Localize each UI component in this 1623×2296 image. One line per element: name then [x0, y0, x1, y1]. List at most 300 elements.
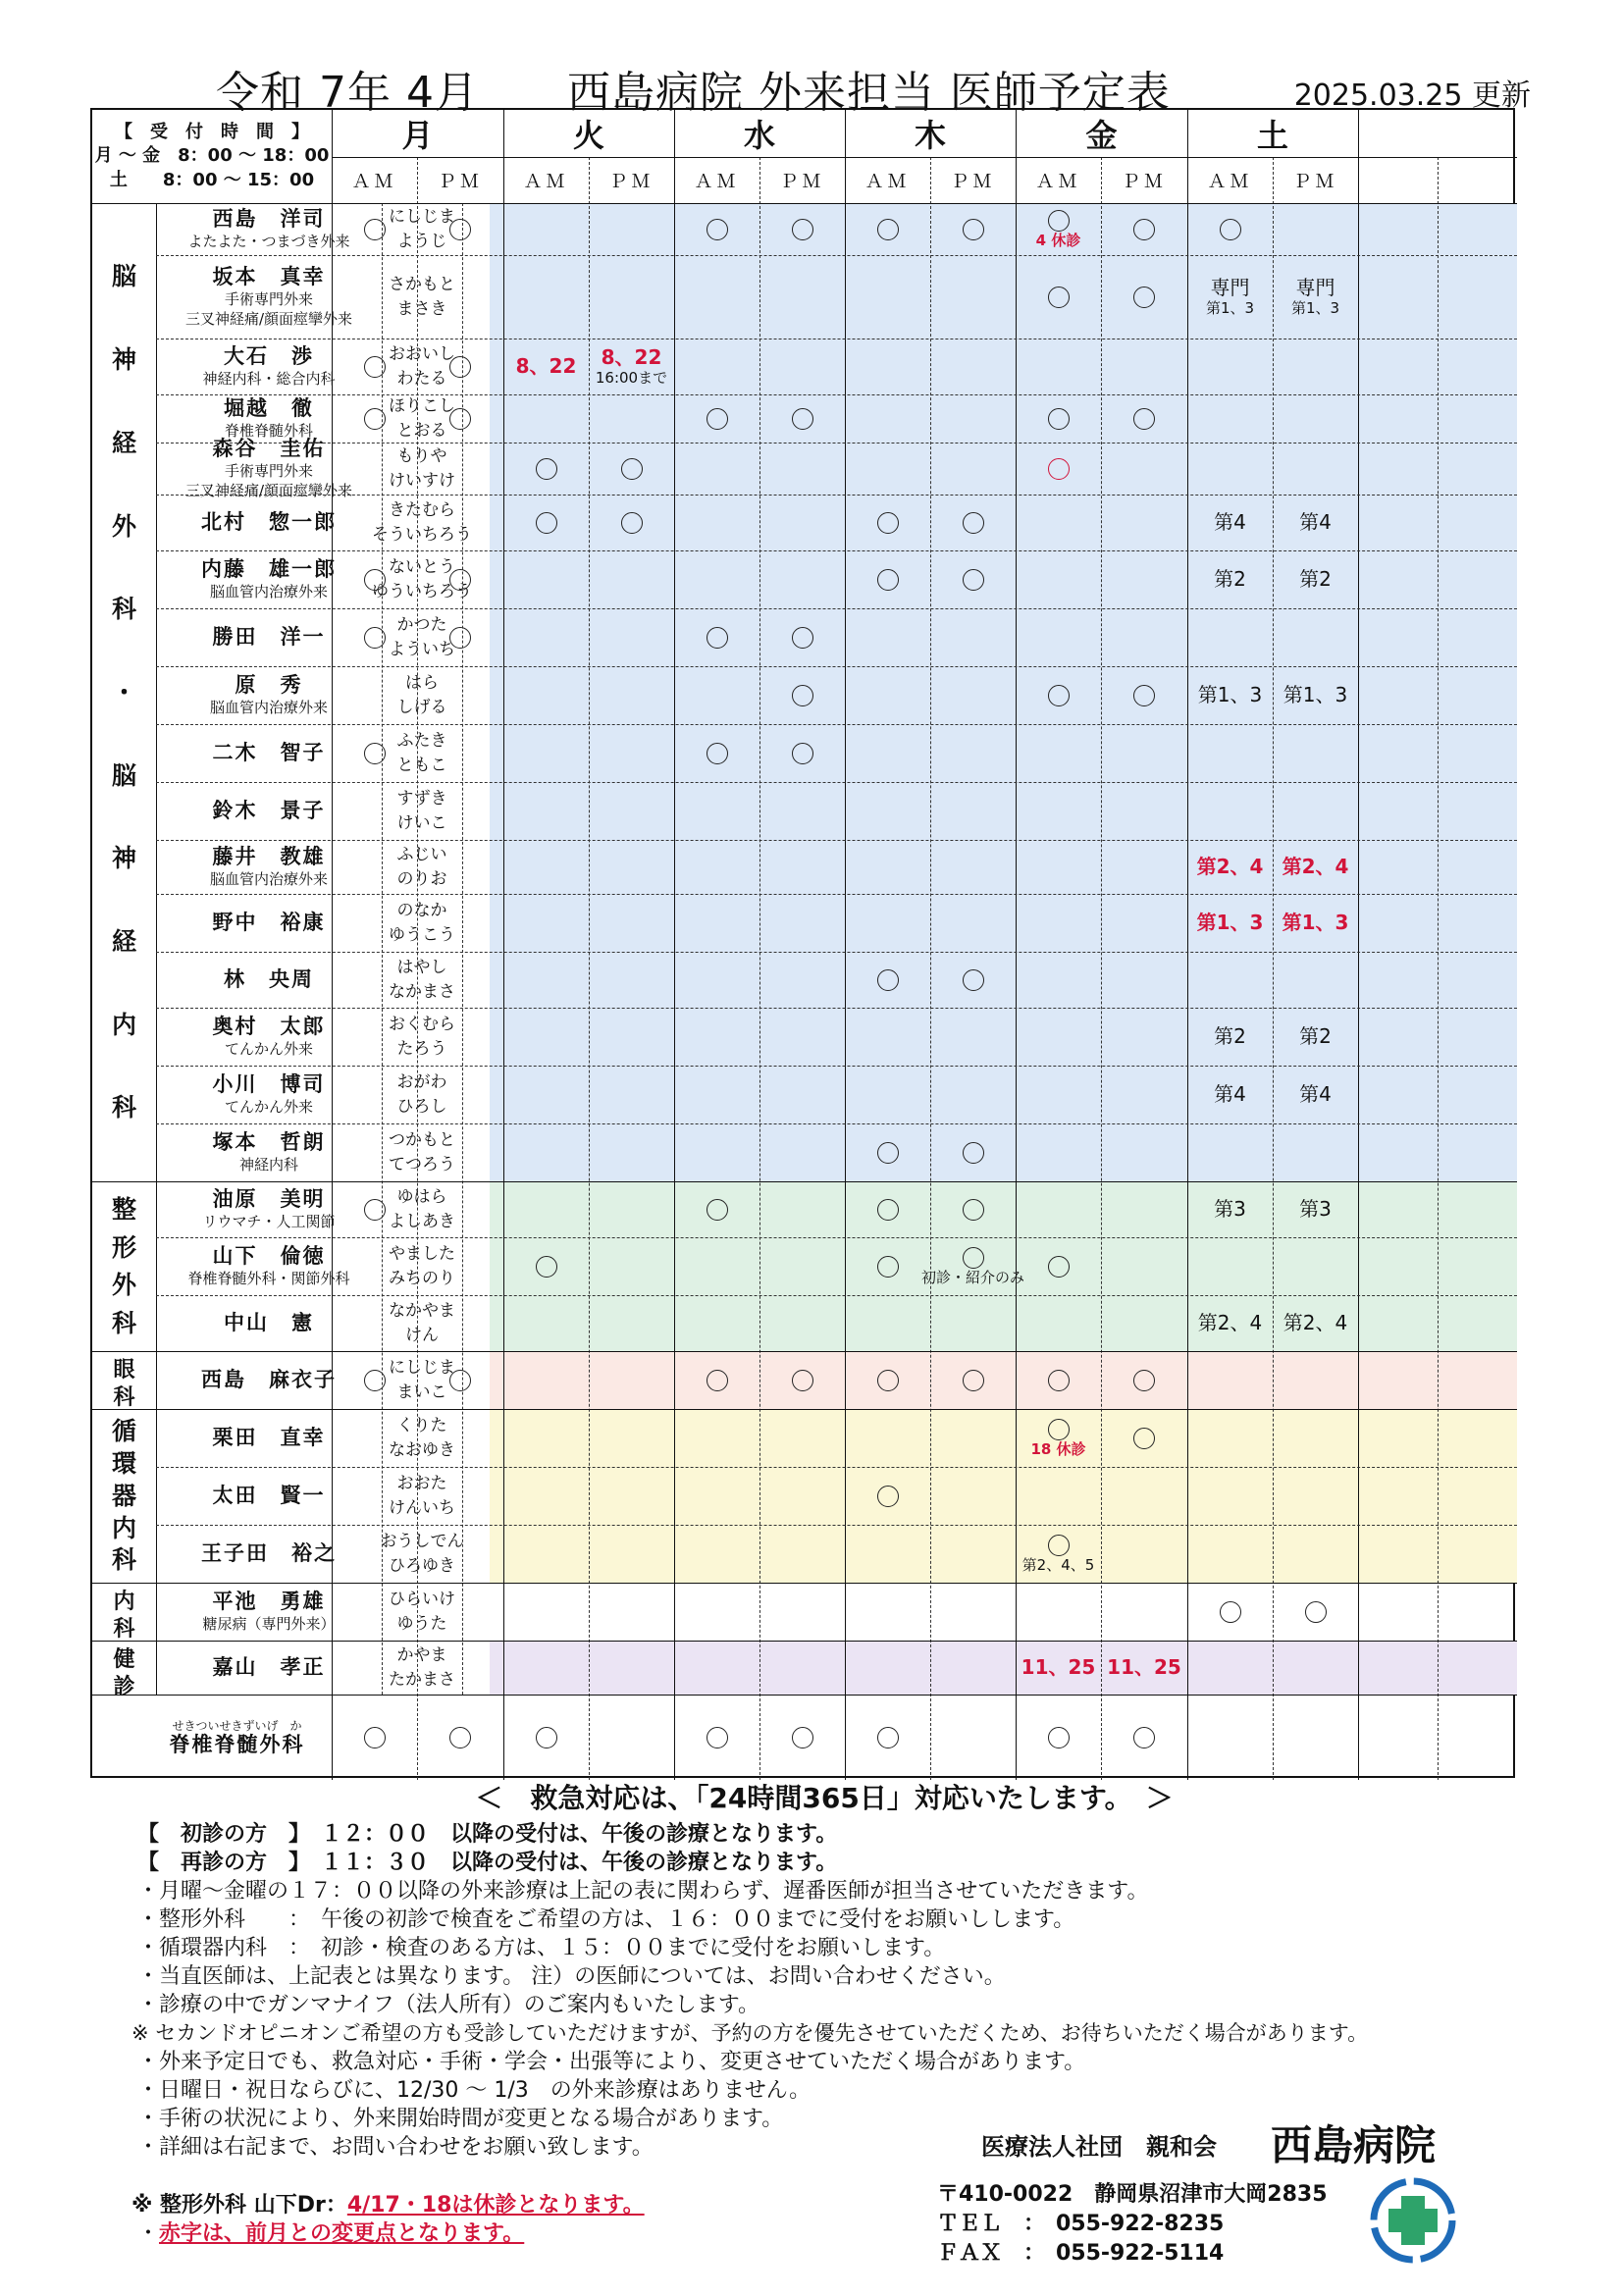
- available-circle-icon: [1133, 219, 1155, 240]
- schedule-cell: [674, 1123, 759, 1181]
- schedule-cell: [417, 443, 503, 495]
- grid-line: [930, 157, 931, 1780]
- cell-text: 8、22: [601, 345, 662, 369]
- dept-char: 脳: [111, 760, 136, 790]
- schedule-cell: [503, 724, 589, 782]
- cell-text: 第1、3: [1205, 299, 1255, 317]
- doctor-kana: けんいち: [389, 1497, 455, 1518]
- schedule-cell: [1016, 203, 1101, 255]
- schedule-cell: [674, 1409, 759, 1467]
- schedule-cell: [1187, 840, 1273, 894]
- available-circle-icon: [1133, 1428, 1155, 1449]
- grid-line: [503, 110, 504, 1780]
- schedule-cell: [332, 1008, 417, 1066]
- note-line: ・循環器内科 ： 初診・検査のある方は、１５：００までに受付をお願いします。: [137, 1936, 946, 1960]
- ampm-header: [845, 157, 930, 203]
- schedule-cell: [759, 1351, 845, 1409]
- schedule-cell: [1273, 1351, 1358, 1409]
- dept-char: 科: [111, 595, 136, 624]
- schedule-cell: [332, 840, 417, 894]
- schedule-cell: [1016, 1295, 1101, 1351]
- doctor-kana: ゆうこう: [389, 924, 455, 945]
- note-line: 【 再診の方 】 １１：３０ 以降の受付は、午後の診療となります。: [137, 1851, 838, 1875]
- doctor-kana: とおる: [396, 420, 447, 441]
- grid-line: [92, 1583, 1517, 1584]
- doctor-kana: にしじま: [389, 1357, 455, 1378]
- schedule-cell: [503, 1467, 589, 1525]
- doctor-name: 奥村 太郎: [212, 1014, 326, 1038]
- schedule-cell: [417, 1181, 503, 1237]
- schedule-cell: [845, 1695, 930, 1780]
- day-label: 火: [572, 117, 604, 154]
- schedule-cell: [1016, 666, 1101, 724]
- schedule-cell: [930, 840, 1016, 894]
- schedule-cell: [1016, 1583, 1101, 1641]
- schedule-cell: [845, 666, 930, 724]
- schedule-cell: [930, 1641, 1016, 1695]
- doctor-kana: ともこ: [396, 755, 447, 775]
- available-circle-icon: [449, 627, 471, 649]
- update-date: 2025.03.25 更新: [1293, 78, 1531, 113]
- schedule-table: [90, 108, 1515, 1778]
- fax: ＦＡＸ ： 055-922-5114: [937, 2241, 1225, 2266]
- schedule-cell: [674, 1641, 759, 1695]
- schedule-cell: [503, 1695, 589, 1780]
- doctor-specialty: てんかん外来: [224, 1040, 313, 1059]
- schedule-cell: [503, 1181, 589, 1237]
- doctor-kana: たかまさ: [389, 1669, 455, 1690]
- doctor-kana: ようじ: [396, 231, 447, 251]
- note-line: ・診療の中でガンマナイフ（法人所有）のご案内もいたします。: [137, 1993, 760, 2017]
- schedule-cell: [674, 724, 759, 782]
- day-label: 水: [743, 117, 775, 154]
- available-circle-icon: [963, 1199, 984, 1221]
- ampm-header: [674, 157, 759, 203]
- schedule-cell: [1187, 724, 1273, 782]
- schedule-cell: [845, 724, 930, 782]
- ampm-header: [1101, 157, 1187, 203]
- pm-label: ＰＭ: [1121, 171, 1167, 192]
- cell-text: 第2: [1214, 567, 1246, 591]
- doctor-kana: みちのり: [389, 1268, 455, 1288]
- doctor-name: 北村 惣一郎: [201, 509, 337, 534]
- schedule-cell: [759, 952, 845, 1008]
- schedule-cell: [759, 1066, 845, 1123]
- available-circle-icon: [1133, 1727, 1155, 1748]
- note-line: ・当直医師は、上記表とは異なります。 注）の医師については、お問い合わせください。: [137, 1964, 1006, 1989]
- schedule-cell: [1187, 666, 1273, 724]
- doctor-name: 林 央周: [224, 966, 314, 991]
- title-row: [186, 57, 1531, 118]
- doctor-kana: ゆういちろう: [372, 581, 472, 601]
- grid-line: [332, 110, 333, 1780]
- available-circle-icon: [707, 1727, 728, 1748]
- schedule-cell: [674, 1008, 759, 1066]
- grid-line: [92, 1351, 1517, 1352]
- available-circle-icon: [792, 685, 813, 706]
- schedule-cell: [503, 495, 589, 550]
- schedule-cell: [759, 1695, 845, 1780]
- schedule-cell: [589, 1123, 674, 1181]
- schedule-cell: [759, 608, 845, 666]
- schedule-cell: [1016, 1467, 1101, 1525]
- grid-line: [92, 203, 1517, 204]
- schedule-cell: [332, 952, 417, 1008]
- schedule-cell: [417, 840, 503, 894]
- schedule-cell: [759, 1008, 845, 1066]
- schedule-cell: [1016, 952, 1101, 1008]
- schedule-cell: [845, 1008, 930, 1066]
- address: 〒410-0022 静岡県沼津市大岡2835: [937, 2182, 1328, 2207]
- schedule-cell: [589, 1695, 674, 1780]
- dept-char: 科: [111, 1308, 136, 1337]
- schedule-cell: [332, 1695, 417, 1780]
- schedule-cell: [589, 495, 674, 550]
- schedule-cell: [503, 608, 589, 666]
- doctor-kana: くりた: [396, 1415, 447, 1435]
- schedule-cell: [1101, 1583, 1187, 1641]
- doctor-specialty: 脊椎脊髄外科・関節外科: [187, 1270, 350, 1288]
- available-circle-icon: [963, 1247, 984, 1269]
- reception-saturday: 土 8：00 ～ 15：00: [109, 169, 315, 190]
- organization-name: 医療法人社団 親和会: [981, 2133, 1217, 2161]
- schedule-cell: [503, 1351, 589, 1409]
- schedule-cell: [589, 443, 674, 495]
- schedule-cell: [1101, 394, 1187, 443]
- schedule-cell: [1187, 1467, 1273, 1525]
- grid-line: [156, 1295, 1517, 1296]
- grid-line: [92, 1181, 1517, 1182]
- available-circle-icon: [963, 569, 984, 591]
- schedule-cell: [1101, 1237, 1187, 1295]
- schedule-cell: [503, 203, 589, 255]
- dept-label-eye: [92, 1351, 156, 1409]
- grid-line: [156, 550, 1517, 551]
- schedule-cell: [759, 1583, 845, 1641]
- doctor-kana: そういちろう: [372, 524, 472, 545]
- doctor-kana: まさき: [396, 298, 447, 319]
- schedule-cell: [930, 1123, 1016, 1181]
- note-line: ・外来予定日でも、救急対応・手術・学会・出張等により、変更させていただく場合があります。: [137, 2050, 1086, 2074]
- available-circle-icon: [1133, 287, 1155, 308]
- available-circle-icon: [1048, 287, 1070, 308]
- grid-line: [1438, 157, 1439, 1780]
- available-circle-icon: [792, 408, 813, 430]
- schedule-cell: [1187, 1237, 1273, 1295]
- doctor-kana: てつろう: [389, 1154, 455, 1174]
- schedule-cell: [417, 724, 503, 782]
- ampm-header: [930, 157, 1016, 203]
- dept-char: 科: [111, 1093, 136, 1122]
- schedule-cell: [930, 1295, 1016, 1351]
- grid-line: [92, 1695, 1517, 1696]
- schedule-cell: [674, 952, 759, 1008]
- schedule-cell: [759, 339, 845, 394]
- available-circle-icon: [1048, 1370, 1070, 1391]
- schedule-cell: [1016, 894, 1101, 952]
- cell-text: 第2、4: [1196, 855, 1264, 878]
- available-circle-icon: [449, 408, 471, 430]
- schedule-cell: [1016, 1237, 1101, 1295]
- schedule-cell: [589, 1295, 674, 1351]
- schedule-cell: [674, 1351, 759, 1409]
- dept-char: 循: [111, 1417, 136, 1446]
- schedule-cell: [674, 1066, 759, 1123]
- cell-text: 第2、4: [1283, 1311, 1348, 1334]
- schedule-cell: [417, 1583, 503, 1641]
- cell-text: 第2、4: [1282, 855, 1349, 878]
- schedule-cell: [1187, 255, 1273, 339]
- schedule-cell: [845, 894, 930, 952]
- schedule-cell: [759, 1181, 845, 1237]
- day-label: 土: [1256, 117, 1288, 154]
- dept-label-cardio: [92, 1409, 156, 1583]
- cell-text: 4 休診: [1035, 231, 1081, 249]
- pm-label: ＰＭ: [608, 171, 654, 192]
- available-circle-icon: [963, 1142, 984, 1164]
- dept-char: 神: [111, 844, 136, 873]
- schedule-cell: [1273, 203, 1358, 255]
- schedule-cell: [332, 255, 417, 339]
- schedule-cell: [759, 203, 845, 255]
- schedule-cell: [1101, 1409, 1187, 1467]
- schedule-cell: [417, 782, 503, 840]
- schedule-cell: [589, 894, 674, 952]
- doctor-kana: ないとう: [389, 556, 455, 577]
- doctor-kana: にしじま: [389, 206, 455, 227]
- schedule-cell: [503, 550, 589, 608]
- schedule-cell: [332, 1409, 417, 1467]
- schedule-cell: [930, 894, 1016, 952]
- schedule-cell: [1187, 1123, 1273, 1181]
- schedule-cell: [759, 1467, 845, 1525]
- doctor-kana: ひらいけ: [389, 1589, 455, 1609]
- schedule-cell: [674, 1695, 759, 1780]
- available-circle-icon: [1048, 458, 1070, 480]
- schedule-cell: [417, 1008, 503, 1066]
- schedule-cell: [503, 782, 589, 840]
- schedule-cell: [503, 255, 589, 339]
- dept-char: 環: [111, 1449, 136, 1479]
- schedule-cell: [845, 255, 930, 339]
- doctor-kana: さかもと: [389, 274, 455, 294]
- schedule-cell: [1101, 255, 1187, 339]
- schedule-cell: [674, 339, 759, 394]
- schedule-cell: [1273, 1066, 1358, 1123]
- grid-line: [156, 495, 1517, 496]
- schedule-cell: [1016, 1181, 1101, 1237]
- dept-char: 形: [111, 1232, 136, 1262]
- cell-text: 初診・紹介のみ: [921, 1268, 1025, 1286]
- grid-line: [156, 952, 1517, 953]
- schedule-cell: [332, 1295, 417, 1351]
- available-circle-icon: [449, 219, 471, 240]
- doctor-name: 平池 勇雄: [212, 1589, 326, 1613]
- available-circle-icon: [877, 1256, 899, 1278]
- schedule-cell: [845, 1123, 930, 1181]
- schedule-cell: [759, 1123, 845, 1181]
- doctor-kana: おおた: [396, 1473, 447, 1493]
- doctor-kana: よしあき: [389, 1211, 455, 1231]
- dept-char: 科: [111, 1545, 136, 1575]
- cell-text: 第4: [1214, 510, 1246, 534]
- available-circle-icon: [707, 219, 728, 240]
- schedule-cell: [1016, 840, 1101, 894]
- schedule-cell: [759, 255, 845, 339]
- schedule-cell: [1101, 724, 1187, 782]
- schedule-cell: [1273, 495, 1358, 550]
- schedule-cell: [332, 1123, 417, 1181]
- page-title: 令和 7年 4月 西島病院 外来担当 医師予定表: [216, 68, 1171, 118]
- ampm-header: [417, 157, 503, 203]
- emergency-notice: ＜ 救急対応は、「24時間365日」対応いたします。 ＞: [475, 1782, 1174, 1814]
- schedule-cell: [589, 1066, 674, 1123]
- schedule-cell: [845, 608, 930, 666]
- schedule-cell: [589, 666, 674, 724]
- schedule-cell: [674, 255, 759, 339]
- schedule-cell: [845, 1641, 930, 1695]
- schedule-cell: [845, 1583, 930, 1641]
- grid-line: [674, 110, 675, 1780]
- pm-label: ＰＭ: [1292, 171, 1338, 192]
- grid-line: [382, 203, 383, 1695]
- doctor-kana: すずき: [396, 788, 447, 809]
- doctor-specialty: 脳血管内治療外来: [209, 583, 328, 601]
- doctor-name: 西島 洋司: [212, 206, 326, 231]
- am-label: ＡＭ: [864, 171, 911, 192]
- cell-text: 第1、3: [1197, 683, 1263, 706]
- cell-text: 16:00まで: [595, 369, 668, 387]
- pm-label: ＰＭ: [950, 171, 996, 192]
- schedule-cell: [1101, 550, 1187, 608]
- doctor-specialty: 神経内科: [238, 1156, 298, 1174]
- schedule-cell: [1273, 1295, 1358, 1351]
- schedule-cell: [845, 1295, 930, 1351]
- reception-weekday: 月 ～ 金 8：00 ～ 18：00: [94, 145, 330, 167]
- dept-char: 器: [111, 1481, 136, 1510]
- schedule-cell: [759, 394, 845, 443]
- grid-line: [156, 443, 1517, 444]
- schedule-cell: [1187, 1583, 1273, 1641]
- schedule-cell: [845, 840, 930, 894]
- schedule-cell: [589, 724, 674, 782]
- schedule-cell: [845, 394, 930, 443]
- schedule-cell: [1273, 550, 1358, 608]
- schedule-cell: [1187, 1295, 1273, 1351]
- schedule-cell: [930, 1583, 1016, 1641]
- available-circle-icon: [877, 969, 899, 991]
- schedule-cell: [589, 255, 674, 339]
- schedule-cell: [845, 952, 930, 1008]
- available-circle-icon: [536, 512, 557, 534]
- dept-label-checkup: [92, 1641, 156, 1699]
- day-label: 木: [914, 117, 946, 154]
- schedule-cell: [1273, 1123, 1358, 1181]
- schedule-cell: [1187, 1525, 1273, 1583]
- schedule-cell: [1187, 1181, 1273, 1237]
- doctor-specialty: リウマチ・人工関節: [202, 1213, 336, 1231]
- schedule-cell: [759, 1525, 845, 1583]
- available-circle-icon: [1133, 1370, 1155, 1391]
- schedule-cell: [674, 1583, 759, 1641]
- dept-char: 内: [113, 1590, 135, 1614]
- doctor-kana: おくむら: [389, 1014, 455, 1034]
- ampm-header: [503, 157, 589, 203]
- schedule-cell: [503, 952, 589, 1008]
- cell-text: 第2、4: [1197, 1311, 1263, 1334]
- schedule-cell: [589, 608, 674, 666]
- doctor-kana: なおゆき: [389, 1439, 455, 1460]
- available-circle-icon: [963, 1370, 984, 1391]
- doctor-specialty: てんかん外来: [224, 1098, 313, 1117]
- available-circle-icon: [707, 1370, 728, 1391]
- cell-text: 第1、3: [1290, 299, 1340, 317]
- schedule-cell: [845, 550, 930, 608]
- schedule-cell: [503, 1237, 589, 1295]
- doctor-kana: おがわ: [396, 1071, 447, 1092]
- dept-char: 整: [111, 1195, 136, 1225]
- schedule-cell: [1101, 1123, 1187, 1181]
- schedule-cell: [1016, 1066, 1101, 1123]
- grid-line: [1273, 157, 1274, 1780]
- schedule-cell: [1101, 840, 1187, 894]
- schedule-cell: [1273, 339, 1358, 394]
- schedule-cell: [417, 495, 503, 550]
- schedule-cell: [589, 1467, 674, 1525]
- cell-text: 第2: [1299, 567, 1332, 591]
- note-line: ・手術の状況により、外来開始時間が変更となる場合があります。: [137, 2107, 784, 2131]
- note-line: 【 初診の方 】 １２：００ 以降の受付は、午後の診療となります。: [137, 1822, 838, 1847]
- cell-text: 第1、3: [1283, 683, 1348, 706]
- schedule-cell: [1273, 724, 1358, 782]
- schedule-cell: [1187, 339, 1273, 394]
- schedule-cell: [674, 203, 759, 255]
- available-circle-icon: [1048, 1535, 1070, 1556]
- available-circle-icon: [877, 1486, 899, 1507]
- doctor-kana: ゆはら: [396, 1186, 447, 1207]
- available-circle-icon: [877, 1199, 899, 1221]
- hospital-name: 西島病院: [1271, 2121, 1437, 2169]
- schedule-cell: [417, 1123, 503, 1181]
- schedule-cell: [930, 443, 1016, 495]
- cell-text: 11、25: [1107, 1655, 1181, 1679]
- schedule-cell: [417, 1467, 503, 1525]
- dept-label-ortho: [92, 1181, 156, 1351]
- schedule-cell: [1187, 1066, 1273, 1123]
- doctor-kana: ゆうた: [396, 1613, 447, 1634]
- available-circle-icon: [792, 1370, 813, 1391]
- available-circle-icon: [792, 627, 813, 649]
- doctor-kana: おおいし: [389, 343, 455, 364]
- schedule-cell: [759, 1641, 845, 1695]
- schedule-cell: [674, 550, 759, 608]
- am-label: ＡＭ: [1207, 171, 1253, 192]
- schedule-cell: [503, 1525, 589, 1583]
- doctor-kana: けいこ: [396, 812, 447, 833]
- grid-line: [156, 255, 1517, 256]
- schedule-cell: [759, 840, 845, 894]
- schedule-cell: [1016, 339, 1101, 394]
- available-circle-icon: [1048, 1419, 1070, 1440]
- available-circle-icon: [1048, 685, 1070, 706]
- schedule-cell: [1273, 1467, 1358, 1525]
- available-circle-icon: [536, 1727, 557, 1748]
- schedule-cell: [759, 724, 845, 782]
- dept-char: 科: [113, 1384, 135, 1410]
- schedule-cell: [332, 1351, 417, 1409]
- schedule-cell: [1273, 840, 1358, 894]
- grid-line: [1187, 110, 1188, 1780]
